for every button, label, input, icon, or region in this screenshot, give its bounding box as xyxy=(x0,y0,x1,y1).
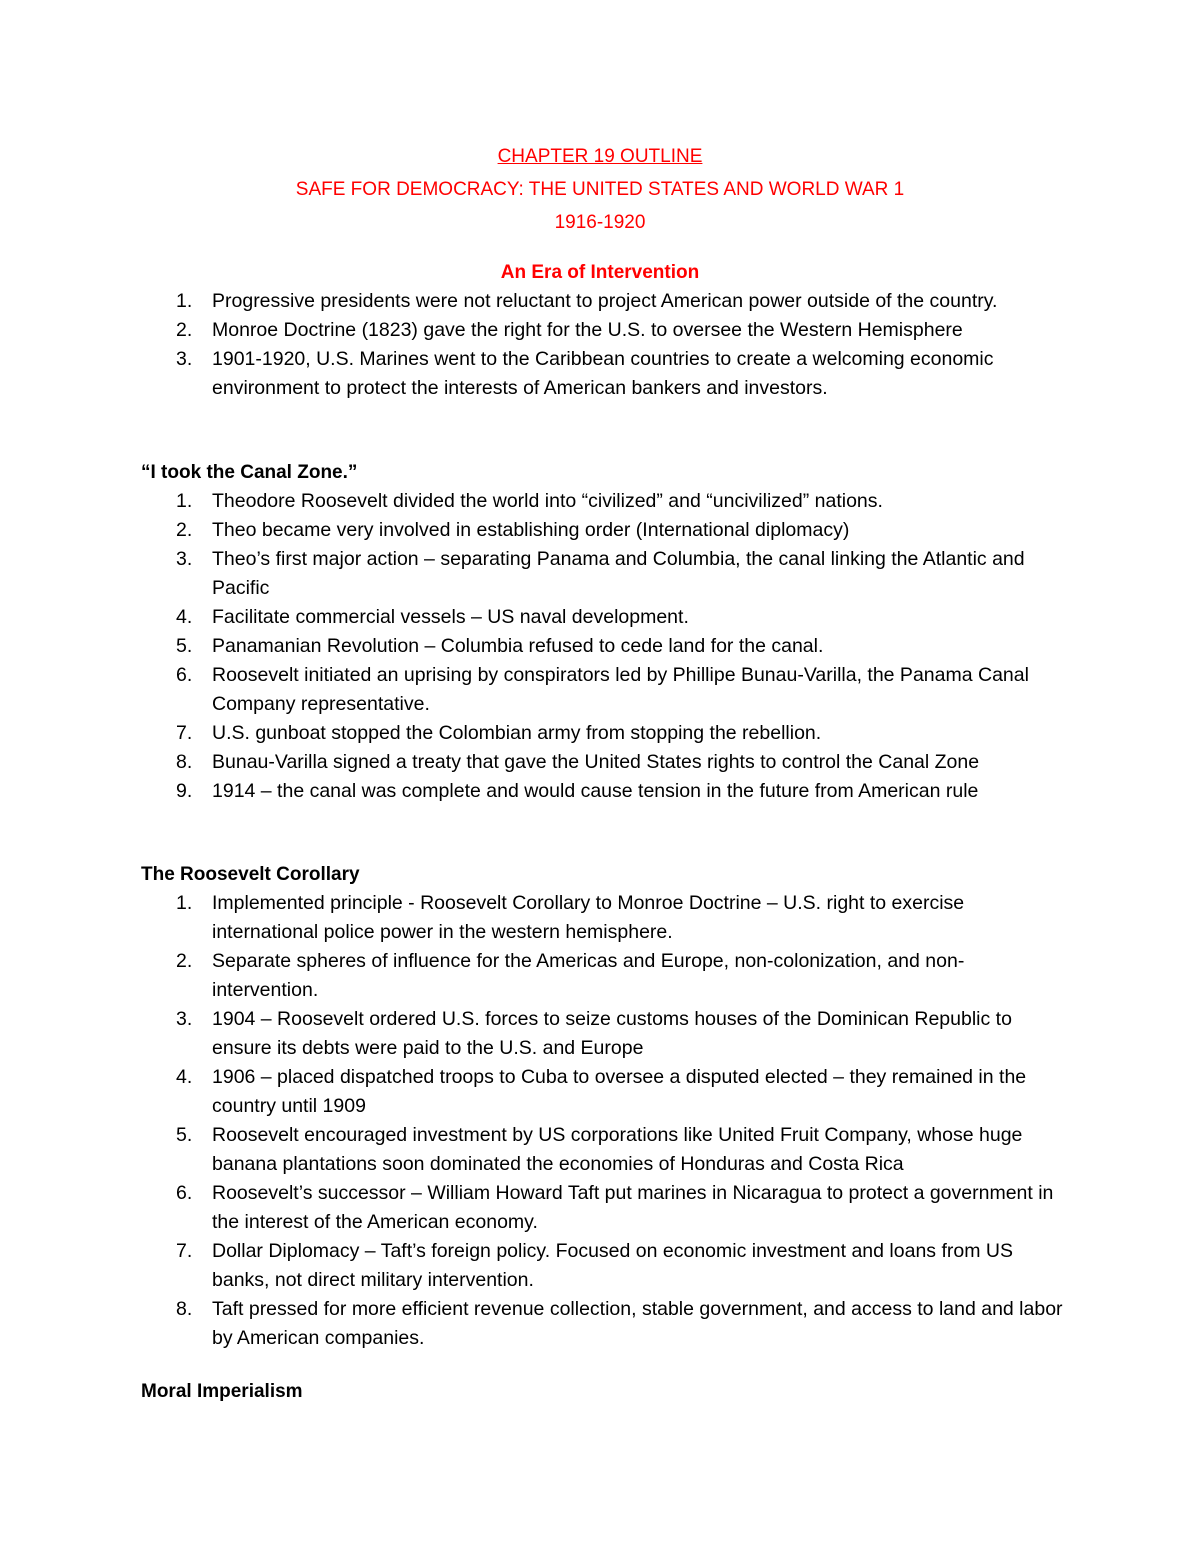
list-item: 3. 1904 – Roosevelt ordered U.S. forces to seize customs houses of the Dominican Republic to ensure its debts were paid to the U.S. and Europe xyxy=(176,1008,1012,1059)
list-item: 8. Bunau-Varilla signed a treaty that gave the United States rights to control the Canal Zone xyxy=(176,751,980,773)
list-item: 1. Theodore Roosevelt divided the world into “civilized” and “uncivilized” nations. xyxy=(176,490,883,512)
list-item: 3. 1901-1920, U.S. Marines went to the Caribbean countries to create a welcoming economic environment to protect the interests of American bankers and investors. xyxy=(176,348,994,399)
list-item: 9. 1914 – the canal was complete and would cause tension in the future from American rule xyxy=(176,780,979,802)
list-item: 3. Theo’s first major action – separating Panama and Columbia, the canal linking the Atlantic and Pacific xyxy=(176,548,1025,599)
list-item: 7. U.S. gunboat stopped the Colombian army from stopping the rebellion. xyxy=(176,722,822,744)
chapter-title: CHAPTER 19 OUTLINE xyxy=(497,146,703,167)
section-title-era-of-intervention: An Era of Intervention xyxy=(500,262,700,283)
list-roosevelt-corollary xyxy=(0,889,1200,1353)
list-item: 1. Implemented principle - Roosevelt Corollary to Monroe Doctrine – U.S. right to exercise international police power in the western hemisphere. xyxy=(176,892,965,943)
list-item: 2. Theo became very involved in establishing order (International diplomacy) xyxy=(176,519,850,541)
list-item: 5. Panamanian Revolution – Columbia refused to cede land for the canal. xyxy=(176,635,824,657)
document-header xyxy=(0,145,1200,235)
list-era-of-intervention xyxy=(0,287,1200,403)
list-item: 2. Monroe Doctrine (1823) gave the right for the U.S. to oversee the Western Hemisphere xyxy=(176,319,963,341)
list-item: 4. 1906 – placed dispatched troops to Cuba to oversee a disputed elected – they remained in the country until 1909 xyxy=(176,1066,1027,1117)
list-item: 4. Facilitate commercial vessels – US naval development. xyxy=(176,606,689,628)
section-title-canal-zone: “I took the Canal Zone.” xyxy=(141,462,358,483)
list-item: 2. Separate spheres of influence for the Americas and Europe, non-colonization, and non-intervention. xyxy=(176,950,965,1001)
list-canal-zone xyxy=(0,487,1200,806)
section-title-moral-imperialism: Moral Imperialism xyxy=(141,1381,303,1402)
list-item: 5. Roosevelt encouraged investment by US corporations like United Fruit Company, whose huge banana plantations soon dominated the economies of Honduras and Costa Rica xyxy=(176,1124,1023,1175)
list-item: 1. Progressive presidents were not reluctant to project American power outside of the country. xyxy=(176,290,998,312)
chapter-subtitle: SAFE FOR DEMOCRACY: THE UNITED STATES AND WORLD WAR 1 xyxy=(295,179,905,200)
section-title-roosevelt-corollary: The Roosevelt Corollary xyxy=(141,864,360,885)
list-item: 8. Taft pressed for more efficient revenue collection, stable government, and access to land and labor by American companies. xyxy=(176,1298,1063,1349)
list-item: 6. Roosevelt initiated an uprising by conspirators led by Phillipe Bunau-Varilla, the Panama Canal Company representative. xyxy=(176,664,1029,715)
list-item: 6. Roosevelt’s successor – William Howard Taft put marines in Nicaragua to protect a government in the interest of the American economy. xyxy=(176,1182,1054,1233)
list-item: 7. Dollar Diplomacy – Taft’s foreign policy. Focused on economic investment and loans from US banks, not direct military intervention. xyxy=(176,1240,1013,1291)
chapter-dates: 1916-1920 xyxy=(554,212,646,233)
